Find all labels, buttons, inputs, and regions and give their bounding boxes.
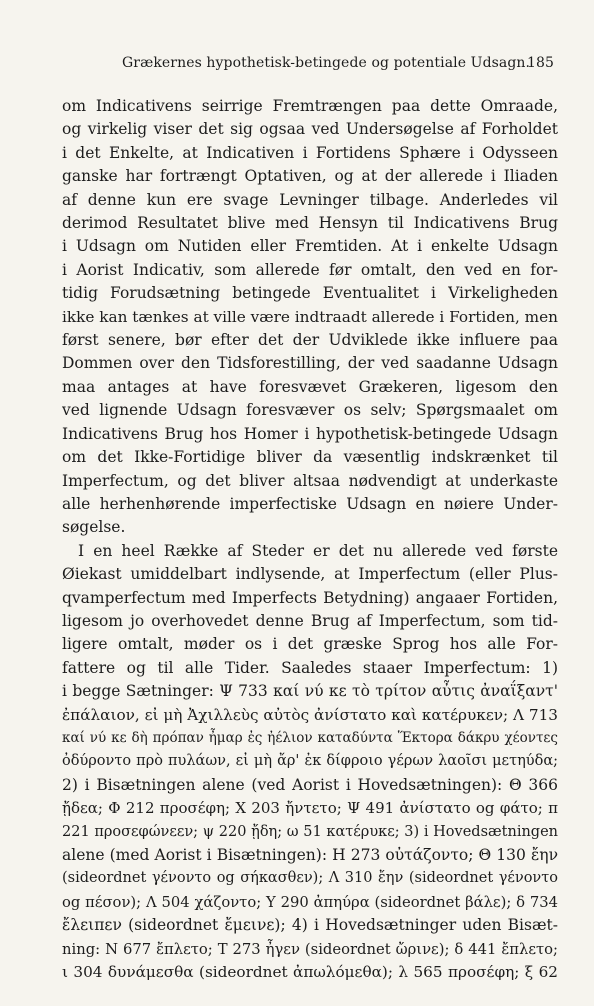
text-line: ᾔδεα; Φ 212 προσέφη; Χ 203 ἤντετο; Ψ 491 ἀνίστατο og φάτο; π [62, 799, 558, 818]
text-line: 2) i Bisætningen alene (ved Aorist i Hovedsætningen): Θ 366 [62, 775, 558, 794]
body-text [62, 95, 558, 984]
text-line: alle herhenhørende imperfectiske Udsagn en nøiere Under- [62, 494, 558, 513]
text-line: ἔλειπεν (sideordnet ἔμεινε); 4) i Hovedsætninger uden Bisæt- [62, 916, 558, 935]
text-line: og πέσον); Λ 504 χάζοντο; Υ 290 ἀπηύρα (sideordnet βάλε); δ 734 [62, 893, 558, 911]
page-header [62, 55, 558, 77]
running-title: Grækernes hypothetisk-betingede og potentiale Udsagn. [122, 55, 531, 71]
text-line: ὀδύροντο πρὸ πυλάων, εἰ μὴ ἄρ' ἐκ δίφροιο γέρων λαοῖσι μετηύδα; [62, 753, 558, 770]
page-number: 185 [526, 55, 554, 71]
text-line: 221 προσεφώνεεν; ψ 220 ᾔδη; ω 51 κατέρυκε; 3) i Hovedsætningen [62, 823, 558, 840]
text-line: ἐπάλαιον, εἰ μὴ Ἀχιλλεὺς αὐτὸς ἀνίστατο καὶ κατέρυκεν; Λ 713 [62, 705, 558, 724]
text-line: i begge Sætninger: Ψ 733 καί νύ κε τὸ τρίτον αὖτις ἀναΐξαντ' [62, 682, 558, 701]
text-line: om det Ikke-Fortidige bliver da væsentlig indskrænket til [62, 448, 558, 467]
text-line: og virkelig viser det sig ogsaa ved Undersøgelse af Forholdet [62, 120, 558, 139]
text-line: ganske har fortrængt Optativen, og at der allerede i Iliaden [62, 167, 558, 186]
text-line: i det Enkelte, at Indicativen i Fortidens Sphære i Odysseen [62, 143, 558, 162]
text-line: ligesom jo overhovedet denne Brug af Imperfectum, som tid- [62, 611, 558, 630]
text-line: alene (med Aorist i Bisætningen): Η 273 οὐτάζοντο; Θ 130 ἔην [62, 846, 558, 864]
text-line: først senere, bør efter det der Udviklede ikke influere paa [62, 331, 558, 350]
text-line: ved lignende Udsagn foresvæver os selv; Spørgsmaalet om [62, 401, 558, 420]
text-line: af denne kun ere svage Levninger tilbage. Anderledes vil [62, 190, 558, 209]
text-line: (sideordnet γένοντο og σήκασθεν); Λ 310 ἔην (sideordnet γένοντο [62, 870, 558, 887]
text-line: om Indicativens seirrige Fremtrængen paa dette Omraade, [62, 97, 558, 115]
text-line: derimod Resultatet blive med Hensyn til Indicativens Brug [62, 214, 558, 233]
text-line: ligere omtalt, møder os i det græske Sprog hos alle For- [62, 635, 558, 654]
text-line: ning: Ν 677 ἔπλετο; Τ 273 ἦγεν (sideordnet ὤρινε); δ 441 ἔπλετο; [62, 940, 558, 958]
text-line: Øiekast umiddelbart indlysende, at Imperfectum (eller Plus- [62, 565, 558, 584]
text-line: qvamperfectum med Imperfects Betydning) angaaer Fortiden, [62, 588, 558, 607]
text-line: i Udsagn om Nutiden eller Fremtiden. At i enkelte Udsagn [62, 237, 558, 256]
text-line: i Aorist Indicativ, som allerede før omtalt, den ved en for- [62, 260, 558, 279]
text-line: καί νύ κε δὴ πρόπαν ἦμαρ ἐς ἠέλιον καταδύντα Ἕκτορα δάκρυ χέοντες [62, 729, 558, 746]
text-line: maa antages at have foresvævet Grækeren, ligesom den [62, 377, 558, 396]
text-line: Dommen over den Tidsforestilling, der ved saadanne Udsagn [62, 354, 558, 373]
paragraph-first-line: I en heel Række af Steder er det nu allerede ved første [78, 541, 558, 560]
text-line: Indicativens Brug hos Homer i hypothetisk-betingede Udsagn [62, 424, 558, 443]
text-line: Imperfectum, og det bliver altsaa nødvendigt at underkaste [62, 471, 558, 490]
text-line: fattere og til alle Tider. Saaledes staaer Imperfectum: 1) [62, 658, 558, 677]
text-line: tidig Forudsætning betingede Eventualitet i Virkeligheden [62, 284, 558, 303]
text-line: ikke kan tænkes at ville være indtraadt allerede i Fortiden, men [62, 307, 558, 326]
text-line: ι 304 δυνάμεσθα (sideordnet ἀπωλόμεθα); λ 565 προσέφη; ξ 62 [62, 963, 558, 982]
paragraph-last-line: søgelse. [62, 518, 126, 537]
